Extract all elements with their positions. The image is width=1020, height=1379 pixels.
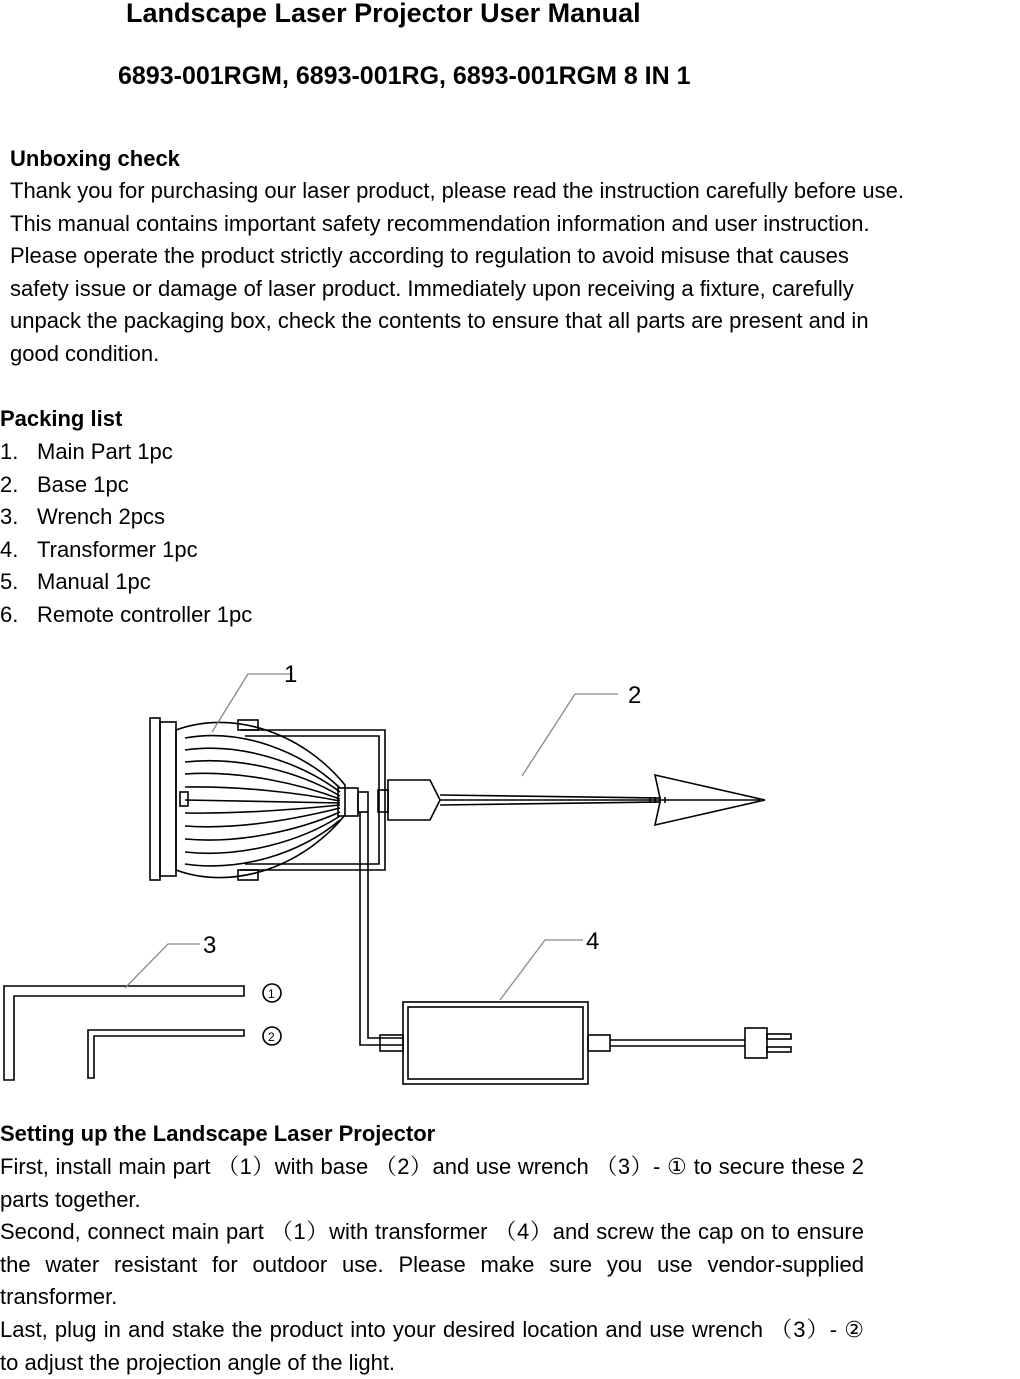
unboxing-line: good condition. bbox=[10, 340, 160, 366]
list-text: Transformer 1pc bbox=[37, 536, 198, 562]
list-text: Base 1pc bbox=[37, 471, 129, 497]
setup-heading: Setting up the Landscape Laser Projector bbox=[0, 1121, 436, 1146]
packing-list bbox=[0, 436, 252, 632]
unboxing-heading: Unboxing check bbox=[10, 146, 180, 171]
list-item bbox=[0, 599, 252, 632]
list-text: Remote controller 1pc bbox=[37, 601, 253, 627]
unboxing-line: This manual contains important safety recommendation information and user instruction. bbox=[10, 210, 870, 236]
setup-step: Second, connect main part （1）with transformer （4）and screw the cap on to ensure the water resistant for outdoor use. Please make sure you use vendor-supplied transformer. bbox=[0, 1219, 864, 1310]
transformer-drawing bbox=[380, 1002, 791, 1084]
callout-label-2: 2 bbox=[628, 682, 642, 709]
product-parts-diagram bbox=[0, 650, 1020, 1100]
setup-instructions bbox=[0, 1151, 864, 1379]
unboxing-line: Thank you for purchasing our laser product, please read the instruction carefully before use. bbox=[10, 178, 904, 203]
list-item bbox=[0, 566, 252, 599]
wrench-drawing bbox=[4, 986, 244, 1080]
list-number: 3. bbox=[0, 504, 19, 530]
callout-label-3: 3 bbox=[203, 932, 217, 959]
list-text: Main Part 1pc bbox=[37, 439, 173, 464]
list-text: Wrench 2pcs bbox=[37, 504, 165, 530]
model-numbers: 6893-001RGM, 6893-001RG, 6893-001RGM 8 IN 1 bbox=[118, 62, 691, 90]
list-number: 4. bbox=[0, 536, 19, 562]
callout-label-1: 1 bbox=[284, 661, 298, 688]
main-part-drawing bbox=[150, 718, 368, 880]
unboxing-line: unpack the packaging box, check the contents to ensure that all parts are present and in bbox=[10, 308, 869, 334]
wrench-mark-2-digit: 2 bbox=[268, 1030, 275, 1044]
base-spike-drawing bbox=[240, 730, 765, 870]
setup-step: First, install main part （1）with base （2）and use wrench （3）- ① to secure these 2 parts together. bbox=[0, 1154, 864, 1212]
callout-label-4: 4 bbox=[586, 928, 600, 955]
wrench-mark-1-digit: 1 bbox=[268, 987, 275, 1001]
list-number: 2. bbox=[0, 471, 19, 497]
unboxing-line: safety issue or damage of laser product. Immediately upon receiving a fixture, carefully bbox=[10, 275, 854, 301]
list-item bbox=[0, 436, 252, 469]
list-number: 1. bbox=[0, 439, 19, 464]
list-text: Manual 1pc bbox=[37, 569, 151, 595]
list-item bbox=[0, 469, 252, 502]
packing-list-heading: Packing list bbox=[0, 406, 123, 431]
list-item bbox=[0, 534, 252, 567]
unboxing-line: Please operate the product strictly according to regulation to avoid misuse that causes bbox=[10, 243, 849, 269]
list-item bbox=[0, 501, 252, 534]
list-number: 6. bbox=[0, 601, 19, 627]
manual-title: Landscape Laser Projector User Manual bbox=[126, 0, 641, 28]
setup-step: Last, plug in and stake the product into your desired location and use wrench （3）- ② to adjust the projection angle of the light. bbox=[0, 1316, 864, 1375]
list-number: 5. bbox=[0, 569, 19, 595]
unboxing-text bbox=[10, 175, 904, 371]
